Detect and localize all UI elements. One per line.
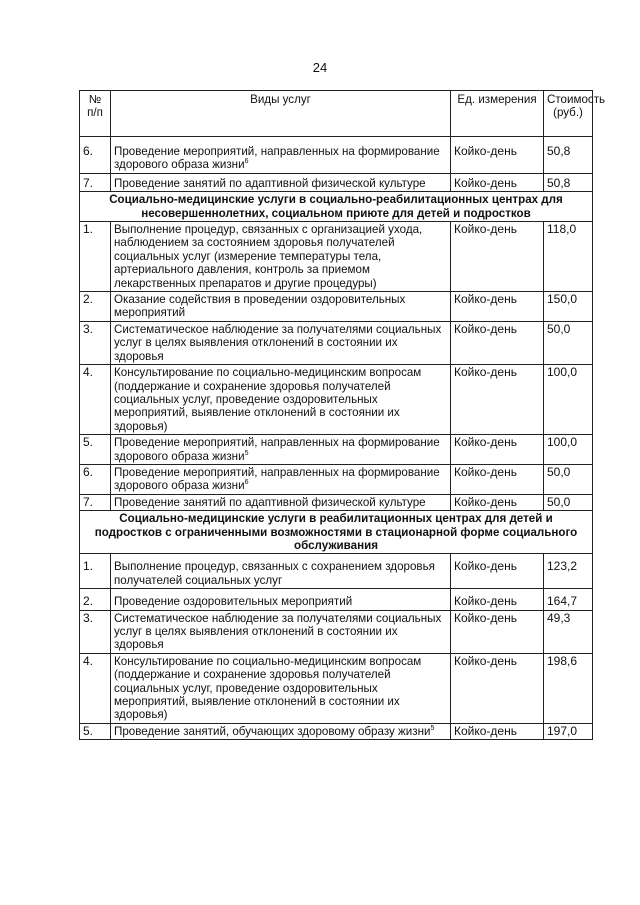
row-service-name (111, 494, 451, 510)
row-price: 198,6 (544, 653, 593, 723)
table-row (80, 435, 593, 465)
header-unit: Ед. измерения (451, 91, 544, 137)
service-name-text: Консультирование по социально-медицинским вопросам (поддержание и сохранение здоровья получателей социальных услуг, проведение оздоровительных мероприятий, выявление отклонений в состоянии их здоровья) (114, 366, 422, 433)
row-num: 5. (80, 723, 111, 739)
row-service-name (111, 435, 451, 465)
row-num: 7. (80, 173, 111, 191)
row-price: 164,7 (544, 589, 593, 610)
service-name-text: Выполнение процедур, связанных с сохранением здоровья получателей социальных услуг (114, 560, 435, 587)
row-service-name (111, 137, 451, 174)
row-unit: Койко-день (451, 137, 544, 174)
row-num: 1. (80, 554, 111, 589)
row-price: 50,0 (544, 464, 593, 494)
row-service-name (111, 173, 451, 191)
row-unit: Койко-день (451, 554, 544, 589)
header-name: Виды услуг (111, 91, 451, 137)
table-row (80, 723, 593, 739)
row-unit: Койко-день (451, 435, 544, 465)
row-unit: Койко-день (451, 653, 544, 723)
service-name-text: Проведение занятий по адаптивной физической культуре (114, 176, 426, 190)
row-num: 3. (80, 321, 111, 364)
row-service-name (111, 610, 451, 653)
row-num: 1. (80, 222, 111, 292)
section-row (80, 192, 593, 222)
row-num: 4. (80, 653, 111, 723)
row-unit: Койко-день (451, 292, 544, 322)
row-unit: Койко-день (451, 222, 544, 292)
table-header (80, 91, 606, 137)
services-table (79, 90, 606, 740)
service-name-text: Проведение мероприятий, направленных на формирование здорового образа жизни (114, 436, 440, 463)
service-name-text: Консультирование по социально-медицинским вопросам (поддержание и сохранение здоровья получателей социальных услуг, проведение оздоровительных мероприятий, выявление отклонений в состоянии их здоровья) (114, 654, 422, 722)
table-row (80, 610, 593, 653)
row-service-name (111, 365, 451, 435)
row-num: 2. (80, 589, 111, 610)
row-unit: Койко-день (451, 365, 544, 435)
table-row (80, 137, 593, 174)
table-row (80, 292, 593, 322)
row-price: 50,0 (544, 494, 593, 510)
row-price: 50,8 (544, 137, 593, 174)
footnote-marker: 5 (430, 724, 435, 732)
table-row (80, 554, 593, 589)
table-body (80, 137, 593, 740)
section-title: Социально-медицинские услуги в социально-реабилитационных центрах для несовершеннолетних, социальном приюте для детей и подростков (80, 192, 593, 222)
row-unit: Койко-день (451, 173, 544, 191)
table-row (80, 653, 593, 723)
service-name-text: Проведение мероприятий, направленных на формирование здорового образа жизни (114, 465, 440, 493)
row-price: 150,0 (544, 292, 593, 322)
row-service-name (111, 723, 451, 739)
row-num: 4. (80, 365, 111, 435)
service-name-text: Проведение занятий, обучающих здоровому образу жизни (114, 724, 431, 738)
section-title: Социально-медицинские услуги в реабилитационных центрах для детей и подростков с ограниченными возможностями в стационарной форме социального обслуживания (80, 511, 593, 554)
row-price: 49,3 (544, 610, 593, 653)
service-name-text: Систематическое наблюдение за получателями социальных услуг в целях выявления отклонений в состоянии их здоровья (114, 322, 442, 363)
service-name-text: Выполнение процедур, связанных с организацией ухода, наблюдением за состоянием здоровья получателей социальных услуг (измерение температуры тела, артериального давления, контроль за приемом лекарственных препаратов и другие процедуры) (114, 223, 423, 290)
table-row (80, 589, 593, 610)
row-unit: Койко-день (451, 321, 544, 364)
row-service-name (111, 464, 451, 494)
table-row (80, 494, 593, 510)
row-num: 6. (80, 137, 111, 174)
service-name-text: Проведение оздоровительных мероприятий (114, 595, 353, 609)
row-num: 6. (80, 464, 111, 494)
table-row (80, 173, 593, 191)
row-service-name (111, 321, 451, 364)
footnote-marker: 6 (244, 158, 249, 166)
row-num: 5. (80, 435, 111, 465)
row-price: 197,0 (544, 723, 593, 739)
footnote-marker: 6 (244, 479, 249, 487)
section-row (80, 511, 593, 554)
page-number: 24 (312, 60, 328, 75)
row-service-name (111, 222, 451, 292)
header-price: Стоимость (руб.) (544, 91, 593, 137)
row-unit: Койко-день (451, 494, 544, 510)
row-num: 2. (80, 292, 111, 322)
service-name-text: Проведение занятий по адаптивной физической культуре (114, 495, 426, 509)
row-num: 7. (80, 494, 111, 510)
row-price: 100,0 (544, 365, 593, 435)
row-service-name (111, 589, 451, 610)
table-row (80, 321, 593, 364)
row-unit: Койко-день (451, 464, 544, 494)
row-price: 118,0 (544, 222, 593, 292)
row-price: 50,8 (544, 173, 593, 191)
row-unit: Койко-день (451, 723, 544, 739)
row-service-name (111, 653, 451, 723)
row-price: 123,2 (544, 554, 593, 589)
footnote-marker: 5 (244, 449, 249, 457)
table-row (80, 464, 593, 494)
row-unit: Койко-день (451, 589, 544, 610)
row-service-name (111, 292, 451, 322)
service-name-text: Проведение мероприятий, направленных на формирование здорового образа жизни (114, 145, 440, 172)
service-name-text: Оказание содействия в проведении оздоровительных мероприятий (114, 293, 406, 320)
row-unit: Койко-день (451, 610, 544, 653)
header-num: № п/п (80, 91, 111, 137)
row-num: 3. (80, 610, 111, 653)
service-name-text: Систематическое наблюдение за получателями социальных услуг в целях выявления отклонений в состоянии их здоровья (114, 611, 442, 652)
row-price: 50,0 (544, 321, 593, 364)
table-row (80, 365, 593, 435)
row-price: 100,0 (544, 435, 593, 465)
row-service-name (111, 554, 451, 589)
table-row (80, 222, 593, 292)
